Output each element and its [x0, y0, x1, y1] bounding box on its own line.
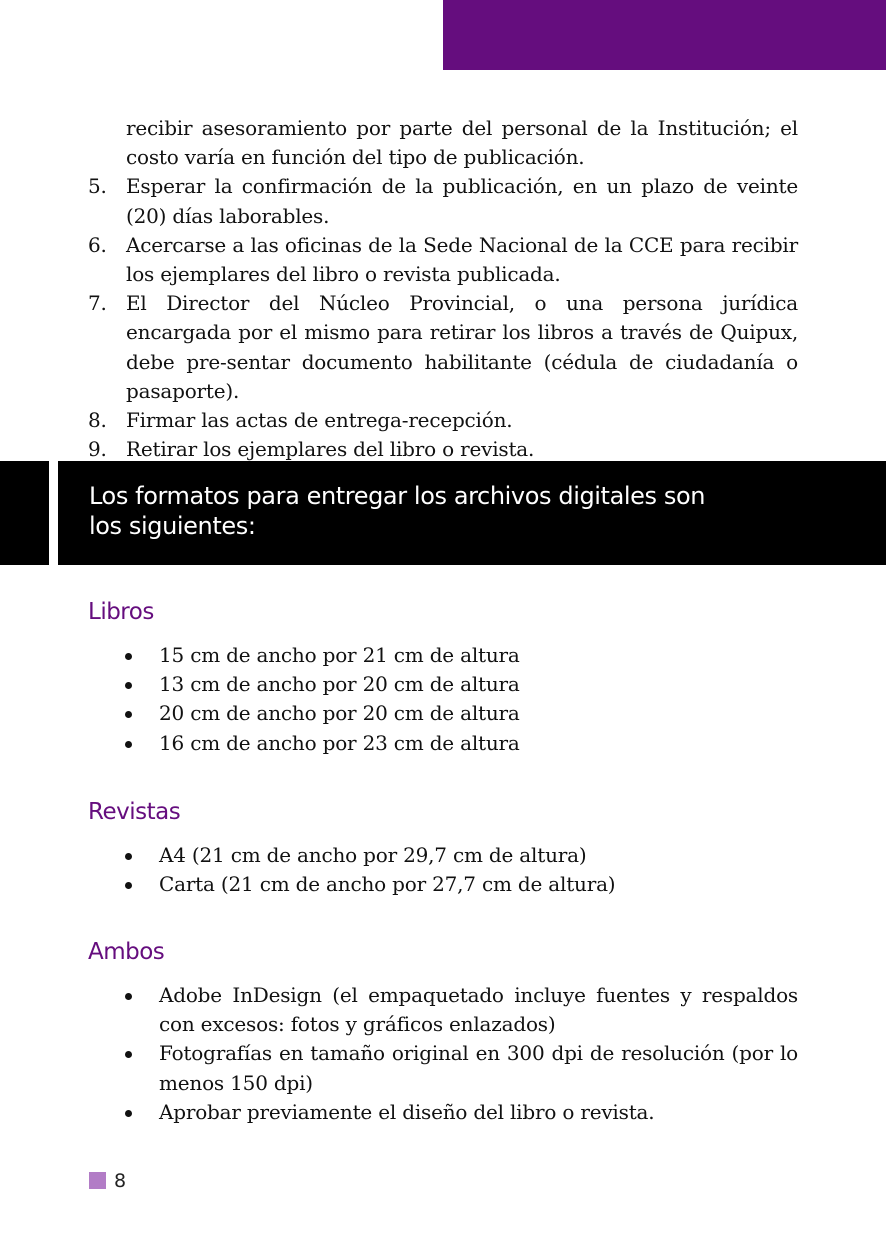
list-item-text: A4 (21 cm de ancho por 29,7 cm de altura) [159, 843, 587, 867]
list-item-text: Aprobar previamente el diseño del libro o revista. [159, 1099, 655, 1124]
section-title-ambos: Ambos [88, 939, 165, 965]
step-item [88, 231, 798, 289]
list-item-text: Adobe InDesign (el empaquetado incluye fuentes y respaldos con excesos: fotos y gráficos enlazados) [159, 983, 798, 1037]
bullet-icon [125, 1051, 132, 1058]
step-number: 9. [88, 437, 107, 462]
bullet-icon [125, 1110, 132, 1117]
list-item-text: 16 cm de ancho por 23 cm de altura [159, 730, 520, 755]
section-title-libros: Libros [88, 599, 154, 625]
list-item [120, 1039, 798, 1097]
list-item [120, 841, 798, 870]
page-number: 8 [114, 1170, 127, 1192]
bullet-icon [125, 653, 132, 660]
list-item [120, 699, 798, 728]
step-continuation: recibir asesoramiento por parte del personal de la Institución; el costo varía en función del tipo de publicación. [126, 116, 798, 170]
banner-title: Los formatos para entregar los archivos digitales son los siguientes: [89, 482, 706, 540]
list-item-text: 20 cm de ancho por 20 cm de altura [159, 701, 520, 726]
steps-list [88, 114, 798, 464]
list-item [120, 641, 798, 670]
bullet-icon [125, 682, 132, 689]
ambos-list [120, 981, 798, 1127]
step-item [88, 406, 798, 435]
bullet-icon [125, 882, 132, 889]
list-item [120, 981, 798, 1039]
libros-list [120, 641, 798, 758]
step-text: Retirar los ejemplares del libro o revista. [126, 437, 535, 462]
list-item [120, 1098, 798, 1127]
bullet-icon [125, 853, 132, 860]
bullet-icon [125, 993, 132, 1000]
step-item [88, 172, 798, 230]
revistas-list [120, 841, 798, 899]
list-item-text: 15 cm de ancho por 21 cm de altura [159, 643, 520, 667]
list-item [120, 870, 798, 899]
footer-square-icon [89, 1172, 106, 1189]
bullet-icon [125, 741, 132, 748]
step-number: 8. [88, 408, 107, 433]
step-number: 7. [88, 291, 107, 316]
header-accent-bar [443, 0, 886, 70]
list-item [120, 670, 798, 699]
step-item [88, 289, 798, 406]
banner-side-block [0, 461, 49, 565]
step-text: El Director del Núcleo Provincial, o una persona jurídica encargada por el mismo para retirar los libros a través de Quipux, debe pre-sentar documento habilitante (cédula de ciudadanía o pasaporte). [126, 291, 798, 403]
section-banner [58, 461, 886, 565]
bullet-icon [125, 711, 132, 718]
step-number: 5. [88, 174, 107, 199]
list-item-text: Carta (21 cm de ancho por 27,7 cm de altura) [159, 872, 616, 897]
step-text: Acercarse a las oficinas de la Sede Nacional de la CCE para recibir los ejemplares del libro o revista publicada. [126, 232, 798, 287]
list-item-text: 13 cm de ancho por 20 cm de altura [159, 672, 520, 697]
section-title-revistas: Revistas [88, 799, 181, 825]
list-item-text: Fotografías en tamaño original en 300 dpi de resolución (por lo menos 150 dpi) [159, 1041, 798, 1095]
list-item [120, 729, 798, 758]
step-number: 6. [88, 232, 107, 257]
step-text: Esperar la confirmación de la publicación, en un plazo de veinte (20) días laborables. [126, 174, 798, 228]
step-text: Firmar las actas de entrega-recepción. [126, 408, 513, 433]
